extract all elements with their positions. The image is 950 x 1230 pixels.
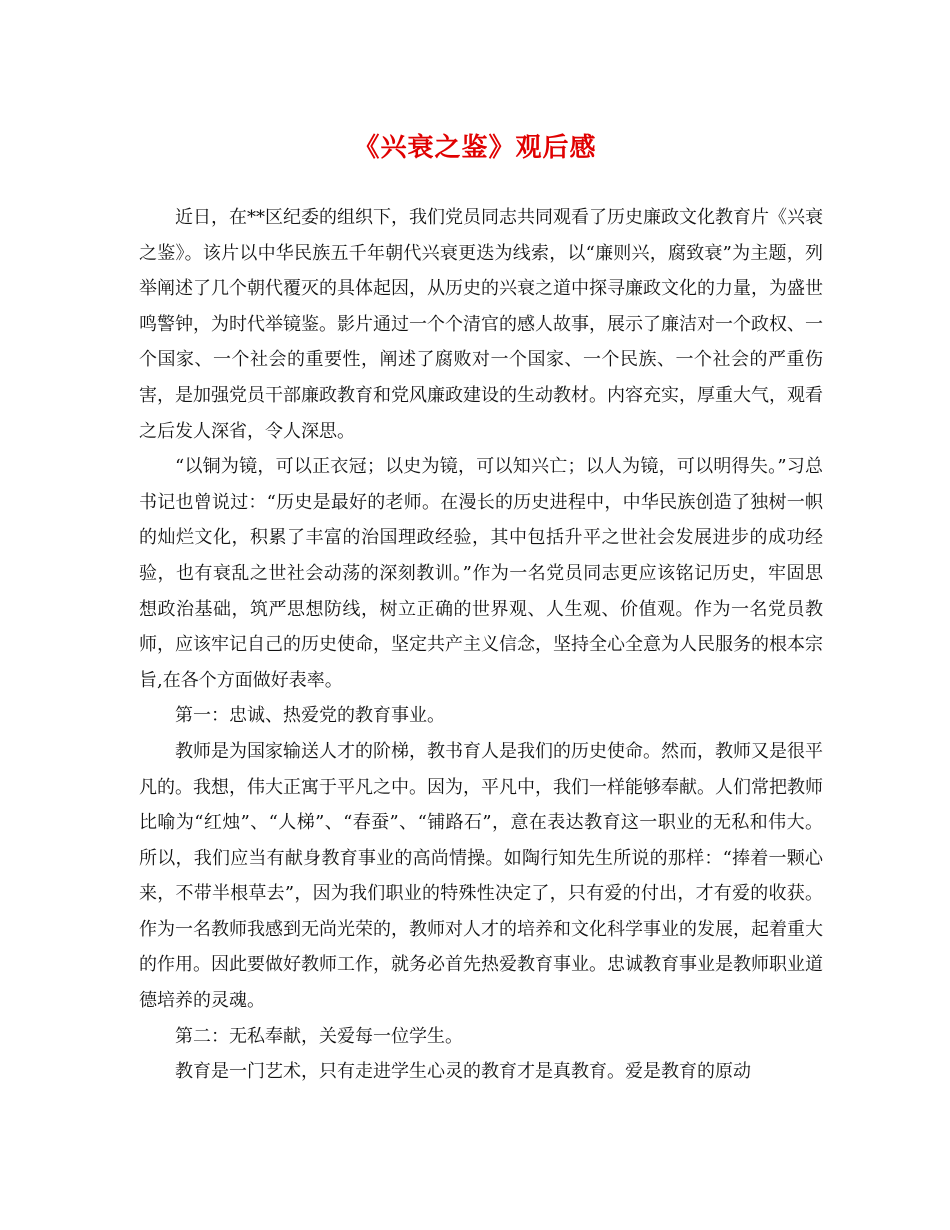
document-title: 《兴衰之鉴》观后感 [353,133,597,163]
paragraph-intro: 近日，在**区纪委的组织下，我们党员同志共同观看了历史廉政文化教育片《兴衰之鉴》。该片以中华民族五千年朝代兴衰更迭为线索，以“廉则兴，腐致衰”为主题，列举阐述了几个朝代覆灭的具体起因，从历史的兴衰之道中探寻廉政文化的力量，为盛世鸣警钟，为时代举镜鉴。影片通过一个个清官的感人故事，展示了廉洁对一个政权、一个国家、一个社会的重要性，阐述了腐败对一个国家、一个民族、一个社会的严重伤害，是加强党员干部廉政教育和党风廉政建设的生动教材。内容充实，厚重大气，观看之后发人深省，令人深思。 [139,207,823,442]
heading-second-point: 第二：无私奉献，关爱每一位学生。 [175,1025,463,1047]
document-body [139,200,823,1090]
paragraph-second-point: 教育是一门艺术，只有走进学生心灵的教育才是真教育。爱是教育的原动 [175,1061,751,1083]
heading-first-point: 第一：忠诚、热爱党的教育事业。 [175,705,445,727]
paragraph-first-point: 教师是为国家输送人才的阶梯，教书育人是我们的历史使命。然而，教师又是很平凡的。我想，伟大正寓于平凡之中。因为，平凡中，我们一样能够奉献。人们常把教师比喻为“红烛”、“人梯”、“春蚕”、“铺路石”，意在表达教育这一职业的无私和伟大。所以，我们应当有献身教育事业的高尚情操。如陶行知先生所说的那样：“捧着一颗心来，不带半根草去”，因为我们职业的特殊性决定了，只有爱的付出，才有爱的收获。作为一名教师我感到无尚光荣的，教师对人才的培养和文化科学事业的发展，起着重大的作用。因此要做好教师工作，就务必首先热爱教育事业。忠诚教育事业是教师职业道德培养的灵魂。 [139,740,823,1012]
paragraph-quote: “以铜为镜，可以正衣冠；以史为镜，可以知兴亡；以人为镜，可以明得失。”习总书记也曾说过：“历史是最好的老师。在漫长的历史进程中，中华民族创造了独树一帜的灿烂文化，积累了丰富的治国理政经验，其中包括升平之世社会发展进步的成功经验，也有衰乱之世社会动荡的深刻教训。”作为一名党员同志更应该铭记历史，牢固思想政治基础，筑严思想防线，树立正确的世界观、人生观、价值观。作为一名党员教师，应该牢记自己的历史使命，坚定共产主义信念，坚持全心全意为人民服务的根本宗旨,在各个方面做好表率。 [139,456,823,691]
